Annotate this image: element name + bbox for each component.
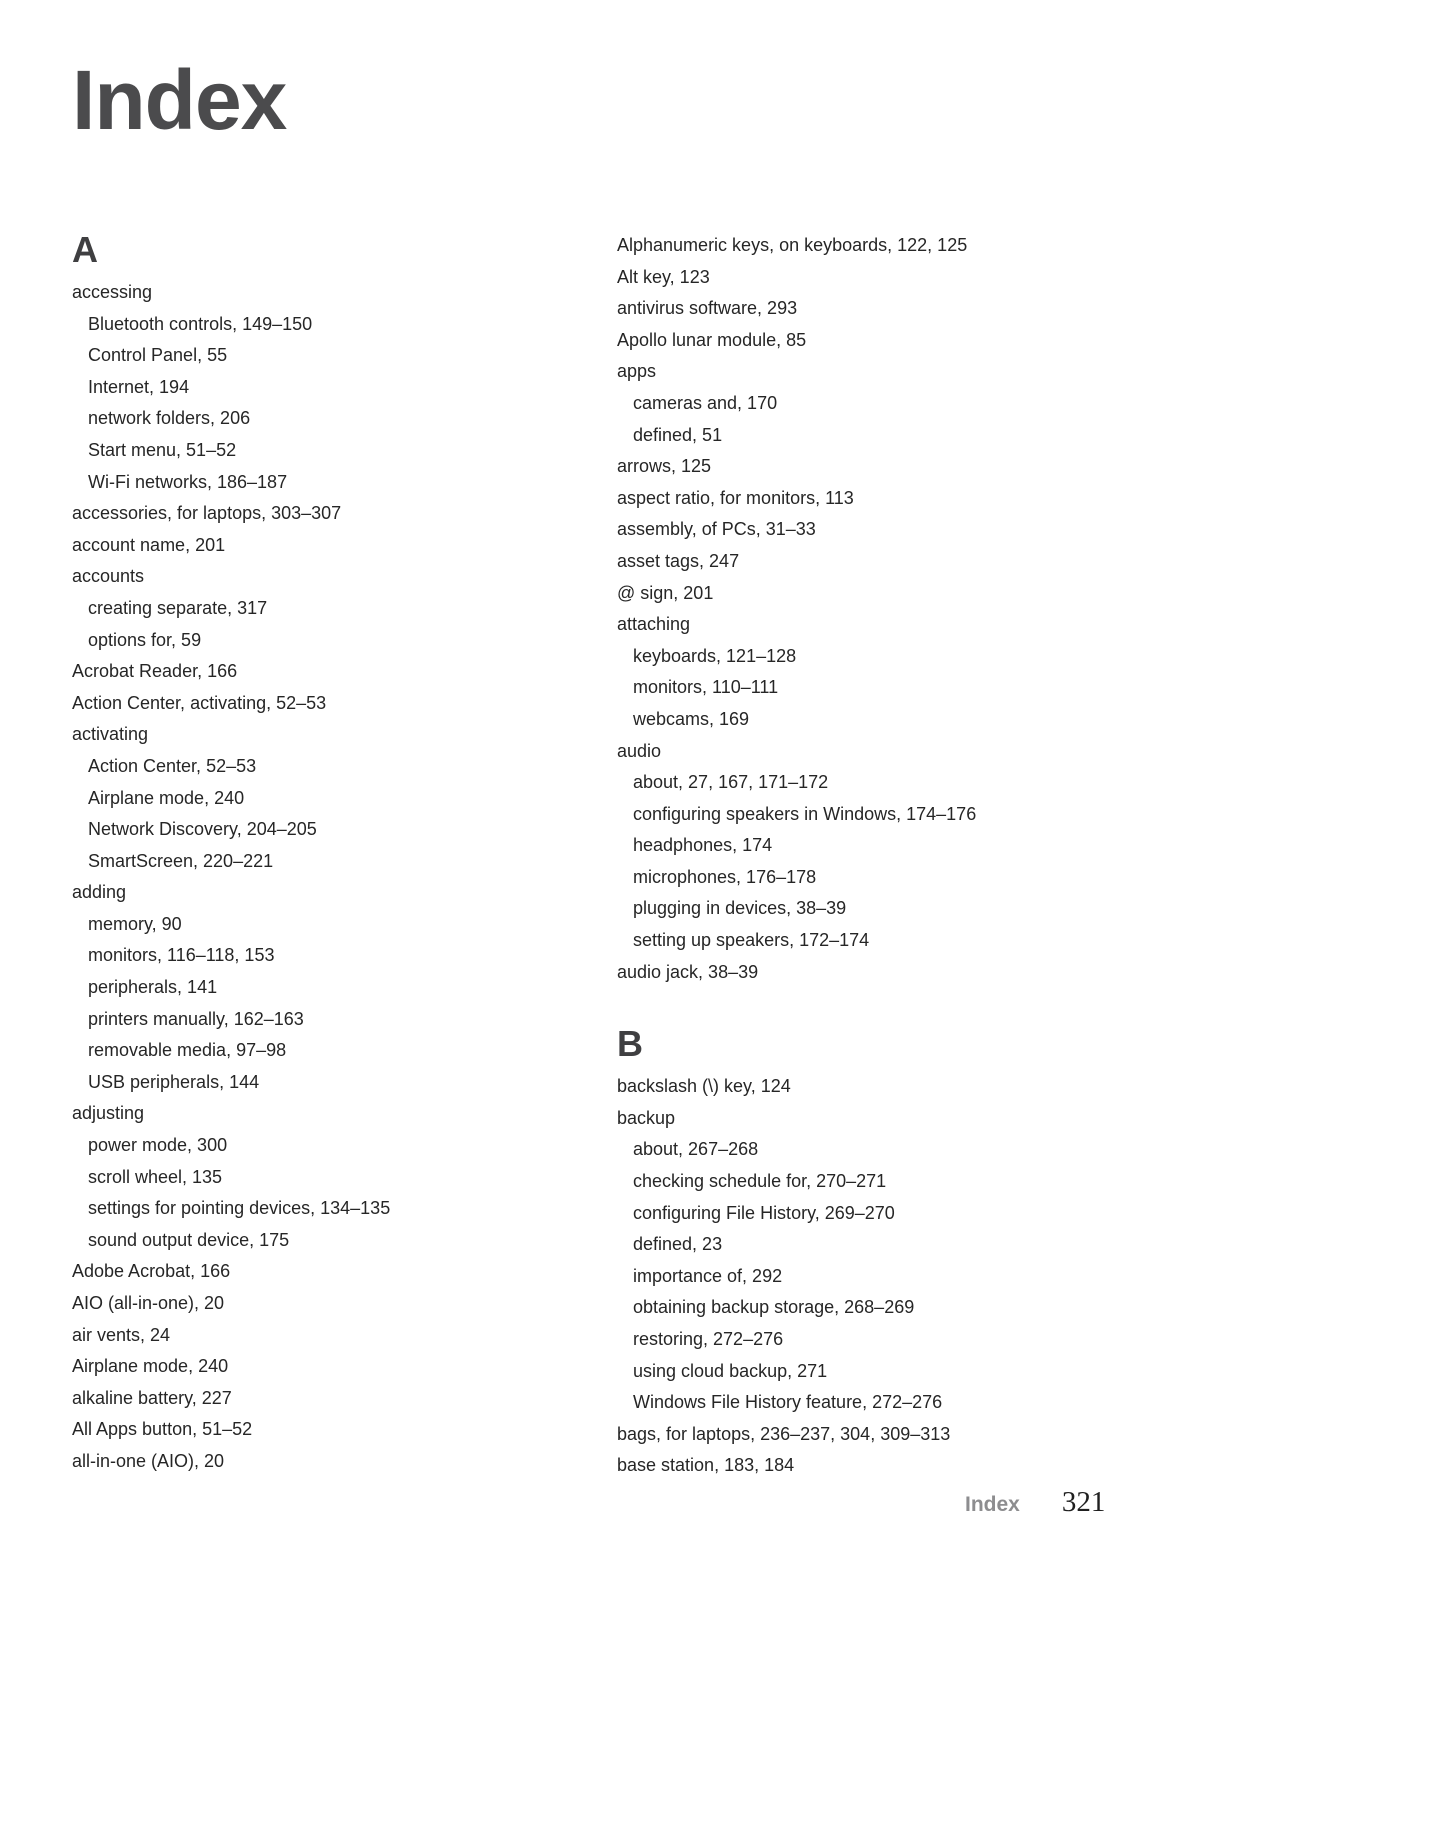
index-entry: Airplane mode, 240 [72, 1356, 229, 1377]
index-subentry: power mode, 300 [88, 1135, 228, 1156]
index-entry: accounts [72, 566, 145, 587]
index-entry: bags, for laptops, 236–237, 304, 309–313 [617, 1423, 951, 1444]
index-entry: Action Center, activating, 52–53 [72, 692, 327, 713]
index-column-right [617, 230, 1297, 1482]
index-columns [72, 230, 1414, 1482]
index-subentry: Windows File History feature, 272–276 [633, 1392, 943, 1413]
section-letter: B [617, 1023, 643, 1065]
index-subentry: Start menu, 51–52 [88, 439, 237, 460]
index-subentry: Wi-Fi networks, 186–187 [88, 471, 288, 492]
index-subentry: settings for pointing devices, 134–135 [88, 1198, 391, 1219]
index-subentry: peripherals, 141 [88, 977, 218, 998]
index-entry: account name, 201 [72, 534, 226, 555]
index-subentry: scroll wheel, 135 [88, 1166, 223, 1187]
index-subentry: Action Center, 52–53 [88, 755, 257, 776]
index-entry: asset tags, 247 [617, 550, 740, 571]
index-subentry: SmartScreen, 220–221 [88, 850, 274, 871]
index-subentry: Airplane mode, 240 [88, 787, 245, 808]
index-subentry: USB peripherals, 144 [88, 1071, 260, 1092]
index-subentry: defined, 23 [633, 1234, 723, 1255]
section-letter: A [72, 229, 98, 270]
index-subentry: headphones, 174 [633, 835, 773, 856]
index-subentry: network folders, 206 [88, 408, 251, 429]
index-entry: AIO (all-in-one), 20 [72, 1293, 225, 1313]
index-entry: backup [617, 1107, 676, 1128]
index-subentry: options for, 59 [88, 629, 202, 650]
index-entry: all-in-one (AIO), 20 [72, 1450, 225, 1471]
index-subentry: setting up speakers, 172–174 [633, 930, 870, 951]
index-subentry: Network Discovery, 204–205 [88, 819, 317, 840]
index-entry: accessing [72, 282, 153, 302]
index-subentry: Bluetooth controls, 149–150 [88, 313, 313, 334]
index-subentry: removable media, 97–98 [88, 1040, 287, 1061]
index-entry: audio jack, 38–39 [617, 961, 759, 982]
index-subentry: importance of, 292 [633, 1265, 783, 1286]
index-subentry: Control Panel, 55 [88, 345, 228, 366]
index-subentry: memory, 90 [88, 913, 182, 934]
index-subentry: webcams, 169 [633, 708, 750, 729]
index-subentry: defined, 51 [633, 424, 723, 445]
index-entry: alkaline battery, 227 [72, 1387, 232, 1408]
index-entry: accessories, for laptops, 303–307 [72, 503, 342, 524]
index-entry: audio [617, 740, 662, 761]
page-footer [965, 1486, 1105, 1519]
index-entry: antivirus software, 293 [617, 298, 798, 319]
index-subentry: creating separate, 317 [88, 597, 268, 618]
index-entry: adjusting [72, 1103, 145, 1124]
index-subentry: obtaining backup storage, 268–269 [633, 1297, 915, 1318]
index-subentry: using cloud backup, 271 [633, 1360, 828, 1381]
index-subentry: printers manually, 162–163 [88, 1008, 304, 1029]
index-entry: Alphanumeric keys, on keyboards, 122, 125 [617, 235, 968, 255]
index-subentry: about, 27, 167, 171–172 [633, 772, 829, 793]
page-title: Index [72, 53, 287, 147]
index-subentry: monitors, 116–118, 153 [88, 945, 275, 966]
index-entry: Acrobat Reader, 166 [72, 661, 238, 682]
index-entry: air vents, 24 [72, 1324, 171, 1345]
index-subentry: plugging in devices, 38–39 [633, 898, 847, 919]
index-subentry: configuring speakers in Windows, 174–176 [633, 803, 977, 824]
index-entry: base station, 183, 184 [617, 1455, 795, 1476]
index-subentry: cameras and, 170 [633, 392, 778, 413]
index-entry: @ sign, 201 [617, 582, 714, 603]
index-entry: apps [617, 361, 657, 382]
index-subentry: configuring File History, 269–270 [633, 1202, 895, 1223]
index-entry: arrows, 125 [617, 456, 712, 477]
index-entry: assembly, of PCs, 31–33 [617, 519, 816, 540]
index-entry: aspect ratio, for monitors, 113 [617, 487, 854, 508]
footer-section-label: Index [965, 1493, 1020, 1516]
index-entry: All Apps button, 51–52 [72, 1419, 253, 1440]
index-subentry: checking schedule for, 270–271 [633, 1171, 887, 1192]
index-subentry: microphones, 176–178 [633, 866, 817, 887]
index-entry: Apollo lunar module, 85 [617, 329, 807, 350]
index-entry: adding [72, 882, 127, 903]
index-column-left [72, 230, 617, 1482]
index-entry: activating [72, 724, 149, 745]
index-subentry: about, 267–268 [633, 1139, 759, 1160]
footer-page-number: 321 [1061, 1486, 1106, 1518]
index-entry: attaching [617, 614, 691, 635]
index-entry: Adobe Acrobat, 166 [72, 1261, 231, 1282]
index-entry: Alt key, 123 [617, 266, 710, 287]
index-entry: backslash (\) key, 124 [617, 1076, 791, 1097]
index-subentry: sound output device, 175 [88, 1229, 290, 1250]
index-subentry: keyboards, 121–128 [633, 645, 797, 666]
index-subentry: restoring, 272–276 [633, 1329, 784, 1349]
index-subentry: monitors, 110–111 [633, 677, 779, 698]
index-subentry: Internet, 194 [88, 376, 190, 397]
